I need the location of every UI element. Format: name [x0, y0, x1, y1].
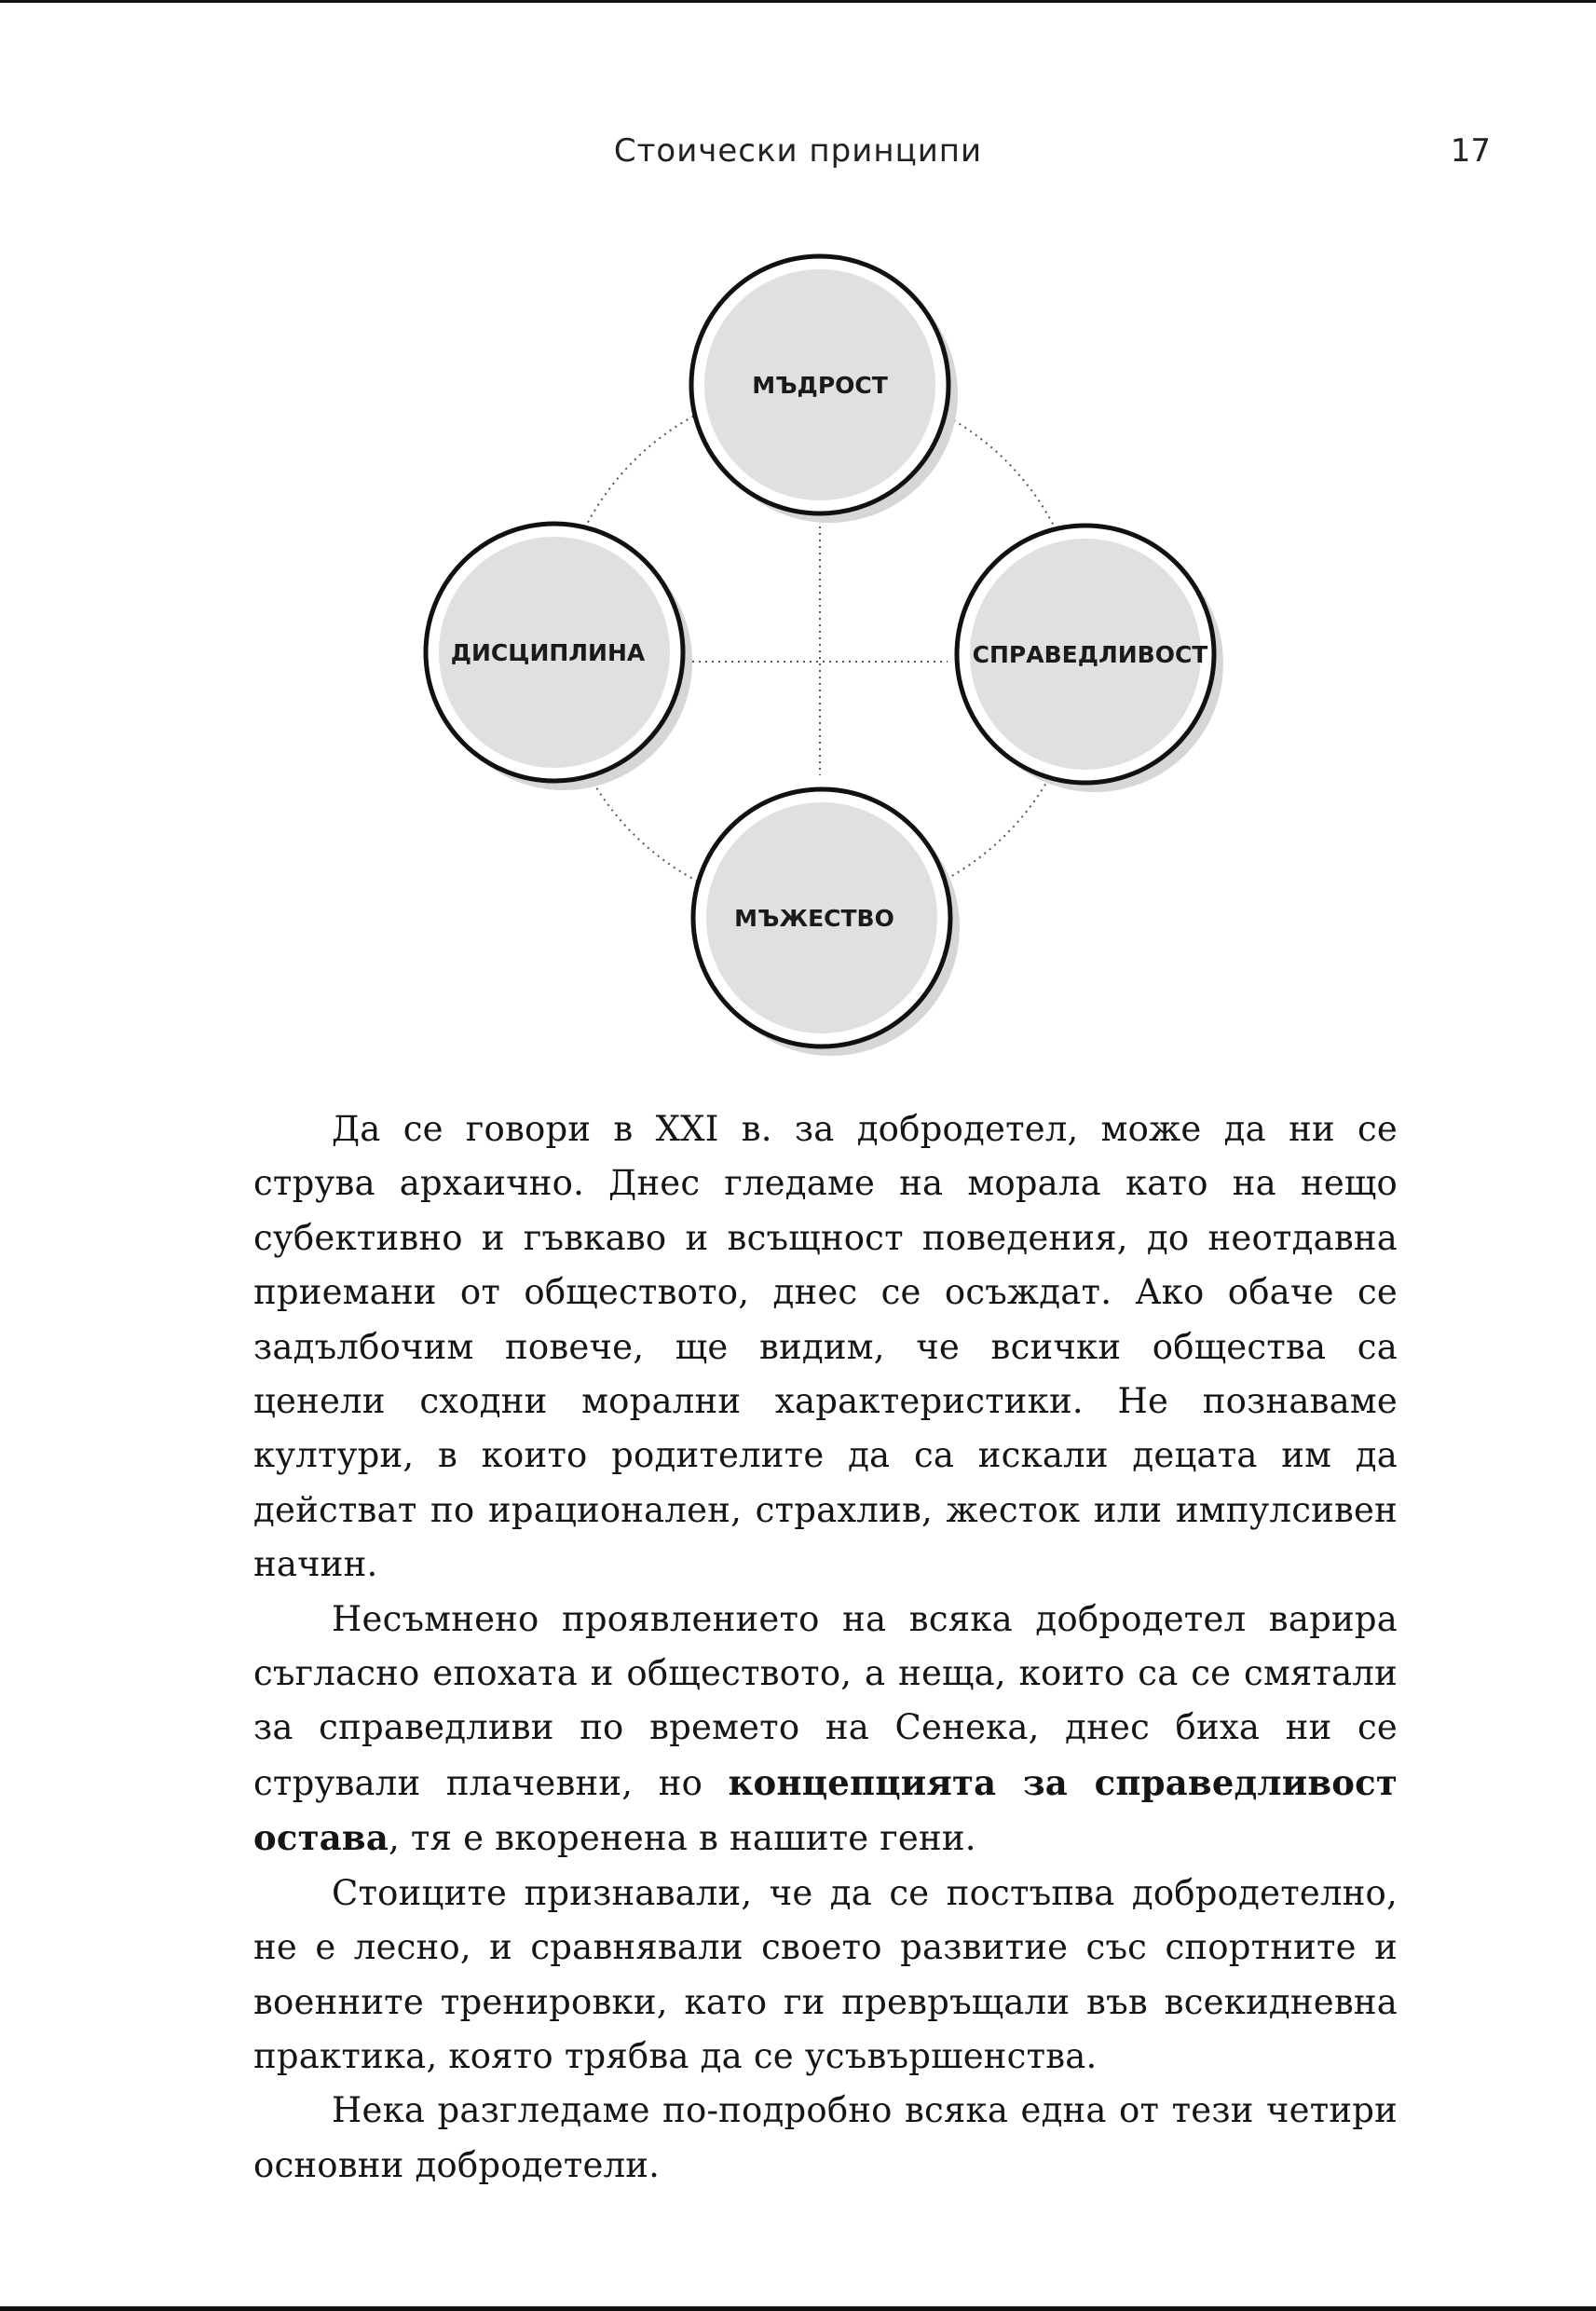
paragraph-1: Да се говори в XXI в. за добродетел, може да ни се струва архаично. Днес гледаме на морала като на нещо субективно и гъвкаво и всъщност поведения, до неотдавна приемани от обществото, днес се осъждат. Ако обаче се задълбочим повече, ще видим, че всички общества са ценели сходни морални характеристики. Не познаваме култури, в които родителите да са искали децата им да действат по ирационален, страхлив, жесток или импулсивен начин. [253, 1109, 1398, 1585]
top-rule [0, 0, 1596, 3]
virtues-diagram [401, 233, 1239, 1072]
virtues-diagram-svg [401, 233, 1239, 1072]
node-discipline [426, 524, 692, 790]
paragraph-2-text: Несъмнено проявлението на всяка добродетел варира съгласно епохата и обществото, а неща, които са се смятали за справедливи по времето на Сенека, днес биха ни се стрували плачевни, но [253, 1598, 1398, 1803]
node-justice-label: СПРАВЕДЛИВОСТ [972, 641, 1208, 668]
paragraph-2 [253, 1593, 1398, 1867]
node-justice [957, 526, 1223, 792]
node-courage [693, 789, 960, 1056]
paragraph-3: Стоиците признавали, че да се постъпва добродетелно, не е лесно, и сравнявали своето развитие със спортните и военните тренировки, като ги превръщали във всекидневна практика, която трябва да се усъвършенства. [253, 1872, 1398, 2076]
bottom-rule [0, 2306, 1596, 2311]
paragraph-2-emphasis: концепцията за справедливост остава [253, 1761, 1398, 1859]
node-discipline-label: ДИСЦИПЛИНА [450, 639, 646, 666]
paragraph-2-end: , тя е вкоренена в нашите гени. [389, 1818, 976, 1859]
running-title: Стоически принципи [613, 132, 983, 170]
node-wisdom-label: МЪДРОСТ [752, 372, 888, 399]
body-text [253, 1102, 1398, 2193]
page-number: 17 [1450, 132, 1491, 170]
node-wisdom [691, 256, 958, 523]
node-courage-label: МЪЖЕСТВО [734, 905, 894, 932]
paragraph-4: Нека разгледаме по-подробно всяка една от тези четири основни добродетели. [253, 2090, 1398, 2185]
